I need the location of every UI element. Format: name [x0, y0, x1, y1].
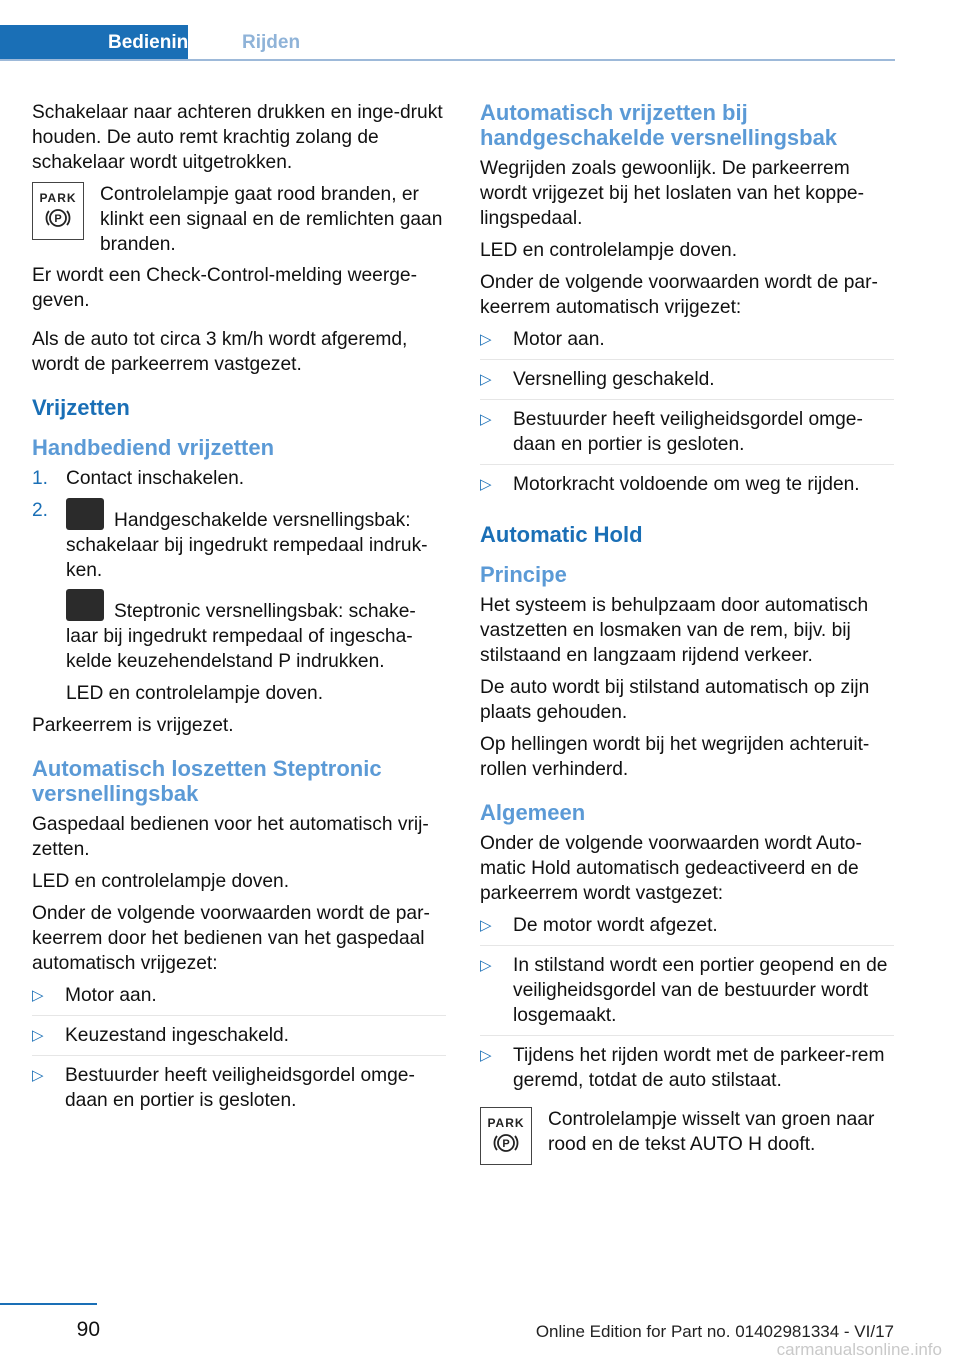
numbered-steps: [32, 466, 446, 706]
paragraph: LED en controlelampje doven.: [480, 240, 738, 261]
paragraph: Er wordt een Check-Control-melding weerge-geven.: [32, 265, 417, 311]
list-item: [32, 983, 446, 1016]
svg-text:P: P: [54, 213, 62, 225]
triangle-bullet-icon: ▷: [480, 371, 492, 388]
list-item: [32, 466, 446, 491]
step-number: 1.: [32, 468, 49, 489]
indicator-text: Controlelampje wisselt van groen naar rood en de tekst AUTO H dooft.: [548, 1109, 875, 1155]
list-item: [480, 953, 894, 1036]
triangle-bullet-icon: ▷: [480, 917, 492, 934]
bullet-text: Motor aan.: [513, 329, 605, 350]
heading-automatisch-vrijzetten: Automatisch vrijzetten bij handgeschakelde versnellingsbak: [480, 100, 838, 150]
edition-text: Online Edition for Part no. 01402981334 - VI/17: [535, 1322, 894, 1341]
triangle-bullet-icon: ▷: [480, 331, 492, 348]
list-item: [480, 367, 894, 400]
bullet-text: Motor aan.: [65, 985, 157, 1006]
step-text: Handgeschakelde versnellingsbak: schakelaar bij ingedrukt rempedaal indruk-ken.: [66, 510, 428, 581]
step-text: Contact inschakelen.: [66, 468, 245, 489]
bullet-text: Versnelling geschakeld.: [513, 369, 715, 390]
list-item: [480, 472, 894, 504]
park-icon-label: PARK: [487, 1116, 525, 1130]
parking-brake-switch-icon: [66, 589, 104, 621]
footer-divider: [0, 1303, 97, 1305]
condition-list: [480, 327, 894, 504]
paragraph: Wegrijden zoals gewoonlijk. De parkeerrem wordt vrijgezet bij het loslaten van het koppe-lingspedaal.: [480, 158, 864, 229]
list-item: [32, 1063, 446, 1120]
bullet-text: Bestuurder heeft veiligheidsgordel omge-daan en portier is gesloten.: [65, 1065, 415, 1111]
paragraph: Gaspedaal bedienen voor het automatisch vrij-zetten.: [32, 814, 429, 860]
tab-bediening[interactable]: Bediening: [0, 25, 188, 61]
parking-brake-symbol-icon: [493, 1130, 519, 1156]
right-column: [480, 100, 894, 1171]
triangle-bullet-icon: ▷: [32, 987, 44, 1004]
step-sub-text: LED en controlelampje doven.: [66, 683, 324, 704]
bullet-text: Keuzestand ingeschakeld.: [65, 1025, 290, 1046]
heading-algemeen: Algemeen: [480, 800, 586, 825]
heading-handbediend: Handbediend vrijzetten: [32, 435, 275, 460]
park-brake-icon: [32, 182, 84, 240]
bullet-text: In stilstand wordt een portier geopend en de veiligheidsgordel van de bestuurder wordt losgemaakt.: [513, 955, 888, 1026]
bullet-text: Bestuurder heeft veiligheidsgordel omge-daan en portier is gesloten.: [513, 409, 863, 455]
bullet-text: Motorkracht voldoende om weg te rijden.: [513, 474, 860, 495]
triangle-bullet-icon: ▷: [480, 411, 492, 428]
paragraph: Onder de volgende voorwaarden wordt Auto-matic Hold automatisch gedeactiveerd en de parkeerrem wordt vastgezet:: [480, 833, 862, 904]
list-item: [480, 913, 894, 946]
header-divider: [0, 59, 895, 61]
watermark: carmanualsonline.info: [776, 1340, 942, 1359]
list-item: [32, 498, 446, 706]
svg-text:P: P: [502, 1138, 510, 1150]
triangle-bullet-icon: ▷: [480, 476, 492, 493]
step-sub-text: [66, 589, 446, 674]
heading-vrijzetten: Vrijzetten: [32, 395, 130, 420]
list-item: [480, 407, 894, 465]
bullet-text: De motor wordt afgezet.: [513, 915, 718, 936]
indicator-text: Controlelampje gaat rood branden, er klinkt een signaal en de remlichten gaan branden.: [100, 184, 443, 255]
heading-automatic-hold: Automatic Hold: [480, 522, 643, 547]
chapter-tabs: [0, 25, 895, 61]
triangle-bullet-icon: ▷: [480, 957, 492, 974]
list-item: [32, 1023, 446, 1056]
paragraph: LED en controlelampje doven.: [32, 871, 290, 892]
triangle-bullet-icon: ▷: [480, 1047, 492, 1064]
left-column: [32, 100, 446, 1127]
triangle-bullet-icon: ▷: [32, 1027, 44, 1044]
paragraph: Parkeerrem is vrijgezet.: [32, 715, 234, 736]
paragraph: Onder de volgende voorwaarden wordt de par-keerrem door het bedienen van het gaspedaal automatisch vrijgezet:: [32, 903, 430, 974]
park-indicator-note: [480, 1107, 894, 1165]
condition-list: [32, 983, 446, 1120]
bullet-text: Tijdens het rijden wordt met de parkeer-rem geremd, totdat de auto stilstaat.: [513, 1045, 885, 1091]
condition-list: [480, 913, 894, 1100]
parking-brake-switch-icon: [66, 498, 104, 530]
page-number: 90: [76, 1318, 100, 1341]
triangle-bullet-icon: ▷: [32, 1067, 44, 1084]
step-sub-text-content: Steptronic versnellingsbak: schake-laar bij ingedrukt rempedaal of ingescha-kelde keuzehendelstand P indrukken.: [66, 601, 416, 672]
paragraph: Onder de volgende voorwaarden wordt de par-keerrem automatisch vrijgezet:: [480, 272, 878, 318]
heading-automatisch-loszetten: Automatisch loszetten Steptronic versnellingsbak: [32, 756, 382, 806]
list-item: [480, 327, 894, 360]
park-icon-label: PARK: [39, 191, 77, 205]
paragraph: Als de auto tot circa 3 km/h wordt afgeremd, wordt de parkeerrem vastgezet.: [32, 329, 408, 375]
park-indicator-note: [32, 182, 446, 257]
step-number: 2.: [32, 500, 49, 521]
paragraph: De auto wordt bij stilstand automatisch op zijn plaats gehouden.: [480, 677, 870, 723]
paragraph: Op hellingen wordt bij het wegrijden achteruit-rollen verhinderd.: [480, 734, 870, 780]
heading-principe: Principe: [480, 562, 567, 587]
parking-brake-symbol-icon: [45, 205, 71, 231]
paragraph: Het systeem is behulpzaam door automatisch vastzetten en losmaken van de rem, bijv. bij stilstaand en langzaam rijdend verkeer.: [480, 595, 869, 666]
tab-rijden[interactable]: Rijden: [242, 32, 301, 53]
list-item: [480, 1043, 894, 1100]
park-brake-icon: [480, 1107, 532, 1165]
paragraph: Schakelaar naar achteren drukken en inge-drukt houden. De auto remt krachtig zolang de schakelaar wordt uitgetrokken.: [32, 102, 443, 173]
